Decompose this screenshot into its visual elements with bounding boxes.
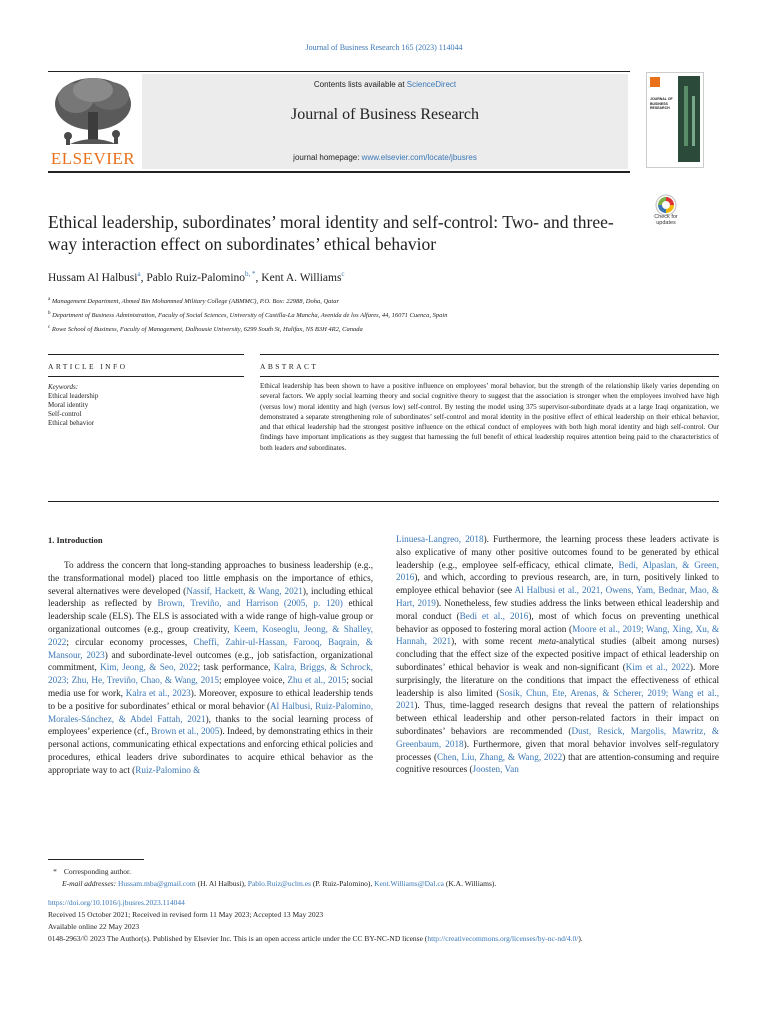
citation-link[interactable]: Dust, Resick, Margolis, Mawritz, & Greenbaum, 2018 <box>396 725 719 749</box>
article-title: Ethical leadership, subordinates’ moral identity and self-control: Two- and three-way interaction effect on subordinates’ ethical behavior <box>48 212 614 254</box>
journal-homepage-line <box>142 153 628 162</box>
body-text: To address the concern that long-standing approaches to business leadership (e.g., the transformational model) placed too little emphasis on the importance of ethics, several alternatives were developed ( <box>48 560 373 596</box>
elsevier-tree-icon <box>48 74 138 148</box>
citation-link[interactable]: Linuesa-Langreo, 2018 <box>396 534 484 544</box>
abstract-end-rule <box>48 501 719 502</box>
body-text: meta <box>538 636 557 647</box>
affiliation-mark: c <box>48 325 51 331</box>
homepage-prefix: journal homepage: <box>293 153 362 162</box>
email-addresses <box>48 878 718 890</box>
header-top-rule <box>48 71 630 72</box>
affiliation-text: Management Department, Ahmed Bin Mohammed Military College (ABMMC), P.O. Box: 22988, Doha, Qatar <box>51 298 340 306</box>
citation-link[interactable]: Zhu et al., 2015 <box>287 675 347 686</box>
body-text: ), thanks to the social learning process of employees’ experience (cf., <box>48 713 373 737</box>
body-column-right <box>396 533 719 776</box>
email-label: E-mail addresses: <box>62 879 117 888</box>
citation-link[interactable]: Keem, Koseoglu, Jeong, & Shalley, 2022 <box>48 623 373 647</box>
author-affiliation-mark[interactable]: b, * <box>245 270 256 278</box>
body-text: ; task performance, <box>197 662 274 673</box>
citation-link[interactable]: Al Halbusi et al., 2021, Owens, Yam, Bednar, Mao, & Hart, 2019 <box>396 585 720 608</box>
affiliation-item <box>48 308 447 322</box>
abstract-body-end: subordinates. <box>306 443 347 452</box>
body-text: -analytical studies (albeit among nurses) concluding that the effect size of the expected positive impact of ethical leadership on subordinates’ ethical behavior is weak and non-significant ( <box>396 636 719 672</box>
body-text: ethical leadership scale (ELS). The ELS is associated with a wide range of high-value group or organizational outcomes (e.g., group creativity, <box>48 598 373 634</box>
body-text: ). Nonetheless, few studies address the links between ethical leadership and moral conduct ( <box>396 597 719 621</box>
author-affiliation-mark[interactable]: c <box>341 270 345 278</box>
abstract-top-rule <box>260 354 719 355</box>
affiliation-list <box>48 294 447 336</box>
affiliation-item <box>48 322 447 336</box>
header-bottom-rule <box>48 171 630 173</box>
check-for-updates-button[interactable] <box>648 193 684 233</box>
affiliation-text: Rowe School of Business, Faculty of Management, Dalhousie University, 6299 South St, Halifax, NS B3H 4R2, Canada <box>51 326 363 334</box>
citation-link[interactable]: Bedi et al., 2016 <box>459 610 529 621</box>
abstract-emphasis: and <box>296 443 307 452</box>
section-heading-introduction: 1. Introduction <box>48 535 103 545</box>
author-name[interactable]: Kent A. Williams <box>261 271 342 284</box>
citation-link[interactable]: Kim, Jeong, & Seo, 2022 <box>100 662 198 673</box>
body-text: ; circular economy processes, <box>66 636 194 647</box>
keyword-item: Moral identity <box>48 401 89 409</box>
body-text: ). Indeed, by demonstrating ethics in their personal actions, communicating ethical expectations and enforcing ethical policies and procedures, ethical leaders drive subordinates to acquire ethical behavior as the appropriate way to act ( <box>48 726 373 775</box>
citation-link[interactable]: Kalra et al., 2023 <box>125 687 191 698</box>
citation-link[interactable]: Brown et al., 2005 <box>151 726 220 737</box>
email-owner: (H. Al Halbusi), <box>195 879 248 888</box>
article-info-heading: ARTICLE INFO <box>48 362 128 371</box>
homepage-link[interactable]: www.elsevier.com/locate/jbusres <box>361 153 477 162</box>
body-text: ). More surprisingly, the literature on the conditions that impact the effectiveness of ethical leadership is also limited ( <box>396 661 719 698</box>
received-dates: Received 15 October 2021; Received in revised form 11 May 2023; Accepted 13 May 2023 <box>48 910 324 919</box>
citation-link[interactable]: Kim et al., 2022 <box>625 661 690 672</box>
journal-reference[interactable]: Journal of Business Research 165 (2023) 114044 <box>305 43 463 52</box>
journal-cover-thumbnail[interactable] <box>646 72 704 168</box>
keywords-label: Keywords: <box>48 383 79 391</box>
cover-title: JOURNAL OF BUSINESS RESEARCH <box>650 97 673 110</box>
citation-link[interactable]: Sosik, Chun, Ete, Arenas, & Scherer, 2019; Wang et al., 2021 <box>396 687 719 711</box>
check-updates-label: Check for updates <box>654 214 678 226</box>
license-text: 0148-2963/© 2023 The Author(s). Published by Elsevier Inc. This is an open access article under the CC BY-NC-ND license ( <box>48 934 428 943</box>
abstract-heading: ABSTRACT <box>260 362 319 371</box>
body-text: ) and subordinate-level outcomes (e.g., job satisfaction, organizational commitment, <box>48 649 374 673</box>
journal-title: Journal of Business Research <box>291 106 479 123</box>
article-info-bottom-rule <box>48 376 244 377</box>
body-text: ) that are attention-consuming and require cognitive resources ( <box>396 751 719 775</box>
abstract-text <box>260 381 719 453</box>
body-text: ; social media use for work, <box>48 675 374 698</box>
citation-link[interactable]: Ruiz-Palomino & <box>135 764 201 775</box>
author-list: Hussam Al Halbusi$^a$, Pablo Ruiz-Palomino$^{b, *}$, Kent A. Williams$^c$ <box>48 270 345 284</box>
email-owner: (P. Ruiz-Palomino), <box>310 879 375 888</box>
corresponding-author-note <box>48 866 718 878</box>
available-online: Available online 22 May 2023 <box>48 922 140 931</box>
affiliation-item <box>48 294 447 308</box>
citation-link[interactable]: Moore et al., 2019; Wang, Xing, Xu, & Hannah, 2021 <box>396 623 719 647</box>
author-name[interactable]: Pablo Ruiz-Palomino <box>146 271 246 284</box>
doi-link[interactable]: https://doi.org/10.1016/j.jbusres.2023.114044 <box>48 898 185 907</box>
body-text: ), including ethical leadership as reflected by <box>48 585 374 609</box>
body-text: ). Furthermore, given that moral behavior involves self-regulatory processes ( <box>396 738 720 762</box>
footnote-rule <box>48 859 144 860</box>
footnote-mark: * <box>53 867 57 876</box>
abstract-bottom-rule <box>260 376 719 377</box>
keyword-item: Self-control <box>48 410 82 418</box>
body-text: ). Moreover, exposure to ethical leadership tends to be a positive for subordinates’ ethical or moral behavior ( <box>48 687 373 711</box>
body-text: ). Thus, time-lagged research designs that reveal the pattern of relationships between ethical leadership and other person-related factors in their impact on subordinates’ behaviors are recommended ( <box>396 700 719 736</box>
body-text: ). Furthermore, the learning process these leaders activate is also explicative of many other positive outcomes found to be generated by ethical leadership (e.g., employee self-efficacy, ethical climate, <box>396 534 719 570</box>
keywords-block <box>48 383 98 428</box>
cover-image <box>678 76 700 162</box>
body-text: ), and which, according to previous research, are, in turn, positively linked to employee ethical behavior (see <box>396 572 719 596</box>
publisher-name: ELSEVIER <box>50 149 136 168</box>
elsevier-logo[interactable] <box>48 74 138 170</box>
citation-link[interactable]: Chen, Liu, Zhang, & Wang, 2022 <box>437 751 563 762</box>
citation-link[interactable]: Cheffi, Zahir-ul-Hassan, Farooq, Baqrain, & Mansour, 2023 <box>48 636 373 660</box>
citation-link[interactable]: Al Halbusi, Ruiz-Palomino, Morales-Sánchez, & Abdel Fattah, 2021 <box>48 700 373 724</box>
contents-prefix: Contents lists available at <box>313 80 407 89</box>
publication-info <box>48 897 720 945</box>
affiliation-mark: a <box>48 297 51 302</box>
body-text: ), with some recent <box>451 636 539 647</box>
author-name[interactable]: Hussam Al Halbusi <box>48 271 138 284</box>
license-link[interactable]: http://creativecommons.org/licenses/by-nc-nd/4.0/ <box>427 934 579 943</box>
sciencedirect-link[interactable]: ScienceDirect <box>406 80 457 89</box>
citation-link[interactable]: Bedi, Alpaslan, & Green, 2016 <box>396 559 719 583</box>
cover-logo-icon <box>650 77 660 87</box>
email-link[interactable]: Pablo.Ruiz@uclm.es <box>247 879 311 888</box>
affiliation-mark: b <box>48 311 51 317</box>
article-info-top-rule <box>48 354 244 355</box>
citation-link[interactable]: Joosten, Van <box>472 764 519 775</box>
body-text: ; employee voice, <box>219 675 288 686</box>
email-owner: (K.A. Williams). <box>444 879 497 888</box>
email-link[interactable]: Kent.Williams@Dal.ca <box>374 879 444 888</box>
footnotes <box>48 866 718 890</box>
citation-link[interactable]: Kalra, Briggs, & Schrock, 2023; Zhu, He, Treviño, Chao, & Wang, 2015 <box>48 662 373 686</box>
affiliation-text: Department of Business Administration, Faculty of Social Sciences, University of Castilla-La Mancha, Avenida de los Alfares, 44, 16071 Cuenca, Spain <box>52 312 448 320</box>
license-statement <box>48 933 720 945</box>
body-text: ), most of which focus on preventing unethical behavior as opposed to fostering moral action ( <box>396 610 719 634</box>
license-end: ). <box>578 934 583 943</box>
citation-link[interactable]: Nassif, Hackett, & Wang, 2021 <box>186 585 303 596</box>
contents-line <box>142 80 628 89</box>
author-affiliation-mark[interactable]: a <box>137 270 141 278</box>
body-column-left <box>48 559 373 777</box>
corresponding-author-text: Corresponding author. <box>63 867 131 876</box>
citation-link[interactable]: Brown, Treviño, and Harrison (2005, p. 120) <box>157 598 343 609</box>
keyword-item: Ethical behavior <box>48 419 95 427</box>
abstract-body: Ethical leadership has been shown to have a positive influence on employees’ moral behavior, but the strength of the relationship likely varies depending on several factors. We apply social learning theory and social cognitive theory to suggest that the association is stronger when the employees involved have high (versus low) moral identity and high (versus low) self-control. By testing the model using 375 supervisor-subordinate dyads at a large Iraqi organization, we demonstrated a separate strengthening role of subordinates’ self-control and moral identity in the positive effect of ethical leadership on their ethical behavior, and that ethical leadership had the strongest positive influence on the ethical conduct of employees with both high moral identity and high self-control. Our findings have important implications as they suggest that harnessing the full benefit of ethical leadership requires attention being paid to the characteristics of both leaders <box>260 382 719 452</box>
keyword-item: Ethical leadership <box>48 392 99 400</box>
email-link[interactable]: Hussam.mba@gmail.com <box>117 879 196 888</box>
